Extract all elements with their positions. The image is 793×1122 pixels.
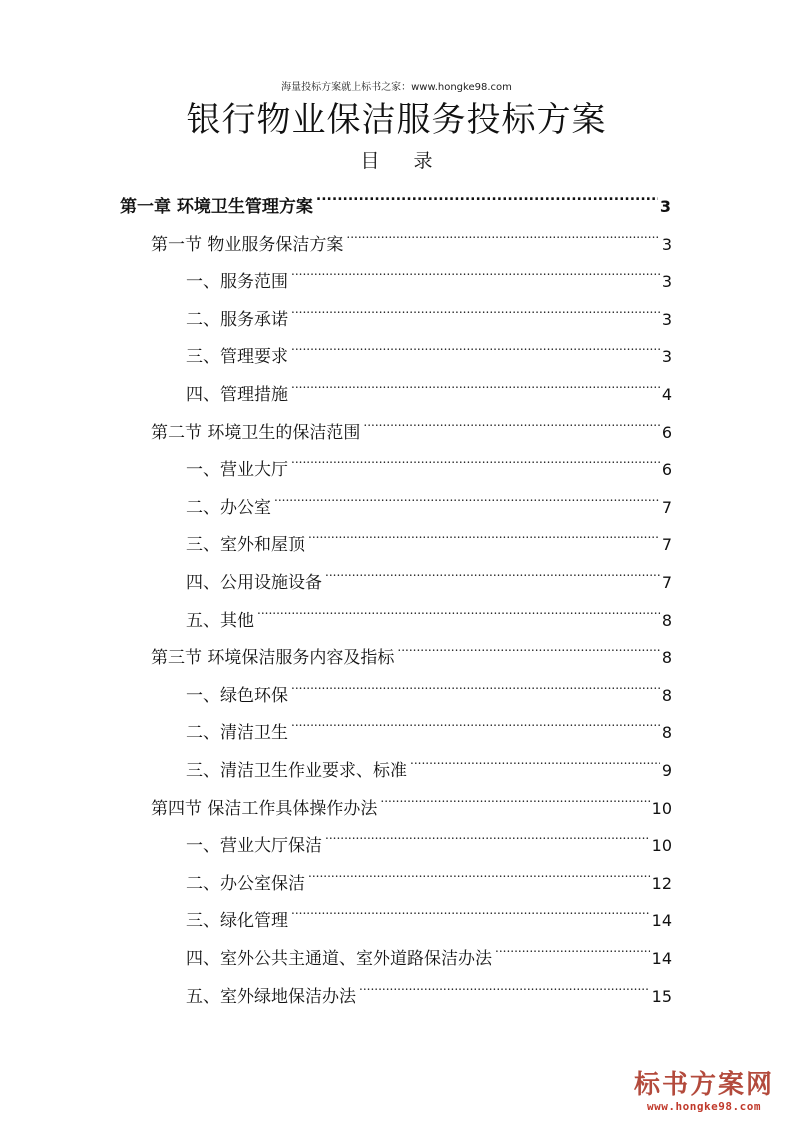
toc-entry-label: 三、管理要求 [186, 347, 288, 367]
toc-dot-leader [291, 288, 660, 325]
toc-entry-page-number: 15 [651, 987, 672, 1006]
toc-entry-label: 第四节 保洁工作具体操作办法 [151, 799, 378, 819]
toc-entry-label: 一、服务范围 [186, 272, 288, 292]
toc-entry-page-number: 3 [661, 347, 672, 366]
toc-entry-item[interactable] [186, 288, 672, 330]
toc-entry-item[interactable] [186, 363, 672, 405]
toc-entry-item[interactable] [186, 814, 672, 856]
toc-entry-item[interactable] [186, 589, 672, 631]
toc-entry-label: 第三节 环境保洁服务内容及指标 [151, 648, 395, 668]
toc-dot-leader [325, 551, 660, 588]
toc-dot-leader [274, 476, 660, 513]
toc-entry-page-number: 8 [661, 686, 672, 705]
toc-entry-label: 一、营业大厅保洁 [186, 836, 322, 856]
toc-entry-page-number: 4 [661, 385, 672, 404]
toc-dot-leader [291, 889, 650, 926]
toc-entry-page-number: 9 [661, 761, 672, 780]
toc-entry-section[interactable] [151, 401, 672, 443]
toc-entry-page-number: 3 [661, 310, 672, 329]
toc-dot-leader [363, 401, 659, 438]
watermark-title: 标书方案网 [633, 1070, 774, 1100]
toc-entry-item[interactable] [186, 438, 672, 480]
toc-dot-leader [291, 664, 660, 701]
toc-dot-leader [495, 927, 650, 964]
toc-entry-page-number: 14 [651, 949, 672, 968]
toc-entry-label: 第一节 物业服务保洁方案 [151, 235, 344, 255]
toc-entry-label: 第二节 环境卫生的保洁范围 [151, 423, 361, 443]
toc-dot-leader [291, 701, 660, 738]
toc-entry-page-number: 7 [661, 535, 672, 554]
toc-entry-section[interactable] [151, 777, 672, 819]
toc-entry-page-number: 6 [661, 423, 672, 442]
toc-dot-leader [291, 325, 660, 362]
toc-entry-page-number: 8 [661, 648, 672, 667]
toc-entry-item[interactable] [186, 551, 672, 593]
toc-entry-label: 二、办公室保洁 [186, 874, 305, 894]
toc-entry-label: 三、绿化管理 [186, 911, 288, 931]
toc-entry-item[interactable] [186, 852, 672, 894]
toc-entry-page-number: 10 [651, 836, 672, 855]
toc-entry-label: 四、管理措施 [186, 385, 288, 405]
toc-entry-item[interactable] [186, 250, 672, 292]
toc-entry-item[interactable] [186, 664, 672, 706]
toc-dot-leader [359, 965, 650, 1002]
toc-entry-page-number: 7 [661, 498, 672, 517]
toc-entry-chapter[interactable] [120, 175, 671, 217]
toc-entry-item[interactable] [186, 513, 672, 555]
toc-dot-leader [397, 626, 659, 663]
toc-entry-item[interactable] [186, 701, 672, 743]
toc-entry-item[interactable] [186, 476, 672, 518]
toc-dot-leader [308, 852, 650, 889]
toc-dot-leader [291, 363, 660, 400]
toc-dot-leader [291, 250, 660, 287]
toc-entry-page-number: 7 [661, 573, 672, 592]
toc-entry-label: 一、绿色环保 [186, 686, 288, 706]
toc-entry-label: 三、室外和屋顶 [186, 535, 305, 555]
toc-entry-label: 四、公用设施设备 [186, 573, 322, 593]
document-title: 银行物业保洁服务投标方案 [186, 100, 607, 140]
toc-entry-item[interactable] [186, 739, 672, 781]
toc-entry-section[interactable] [151, 213, 672, 255]
toc-entry-page-number: 8 [661, 611, 672, 630]
toc-entry-label: 二、服务承诺 [186, 310, 288, 330]
header-note: 海量投标方案就上标书之家：www.hongke98.com [281, 82, 512, 93]
toc-entry-page-number: 10 [651, 799, 672, 818]
toc-entry-label: 五、其他 [186, 611, 254, 631]
toc-dot-leader [308, 513, 660, 550]
toc-entry-item[interactable] [186, 927, 672, 969]
toc-entry-label: 一、营业大厅 [186, 460, 288, 480]
toc-entry-page-number: 3 [661, 235, 672, 254]
toc-entry-item[interactable] [186, 965, 672, 1007]
toc-dot-leader [291, 438, 660, 475]
toc-heading: 目 录 [360, 150, 447, 172]
toc-entry-item[interactable] [186, 889, 672, 931]
toc-dot-leader [257, 589, 660, 626]
toc-entry-label: 四、室外公共主通道、室外道路保洁办法 [186, 949, 492, 969]
toc-entry-section[interactable] [151, 626, 672, 668]
toc-entry-page-number: 8 [661, 723, 672, 742]
toc-dot-leader [380, 777, 649, 814]
toc-entry-label: 二、清洁卫生 [186, 723, 288, 743]
toc-dot-leader [346, 213, 659, 250]
toc-dot-leader [316, 175, 658, 212]
toc-entry-page-number: 3 [661, 272, 672, 291]
watermark-logo [629, 1070, 779, 1114]
toc-entry-label: 第一章 环境卫生管理方案 [120, 197, 313, 217]
toc-entry-page-number: 14 [651, 911, 672, 930]
watermark-url: www.hongke98.com [647, 1100, 761, 1113]
toc-entry-page-number: 6 [661, 460, 672, 479]
toc-entry-label: 二、办公室 [186, 498, 271, 518]
toc-dot-leader [325, 814, 650, 851]
toc-entry-label: 五、室外绿地保洁办法 [186, 987, 356, 1007]
toc-entry-label: 三、清洁卫生作业要求、标准 [186, 761, 407, 781]
toc-entry-item[interactable] [186, 325, 672, 367]
toc-entry-page-number: 3 [659, 197, 671, 216]
toc-dot-leader [410, 739, 660, 776]
toc-entry-page-number: 12 [651, 874, 672, 893]
